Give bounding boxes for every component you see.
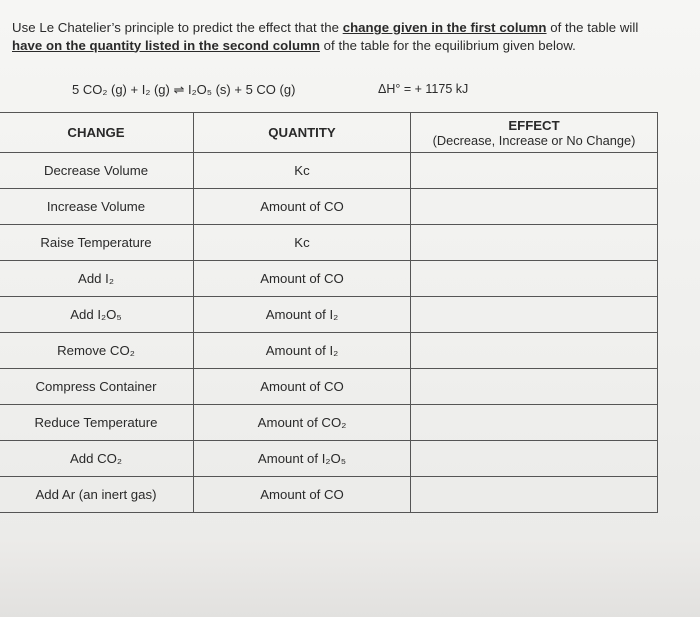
change-cell: Add I₂ [0,261,194,297]
header-effect-title: EFFECT [508,117,560,133]
quantity-cell: Amount of CO [194,369,411,405]
effect-answer-cell[interactable] [411,189,658,225]
effect-answer-cell[interactable] [411,333,658,369]
change-cell: Increase Volume [0,189,194,225]
instructions-part1: Use Le Chatelier’s principle to predict the effect that the [12,20,343,35]
enthalpy-value: ΔH° = + 1175 kJ [378,82,469,96]
change-cell: Reduce Temperature [0,405,194,441]
header-effect [411,113,658,153]
change-cell: Decrease Volume [0,153,194,189]
instructions-part3: of the table for the equilibrium given below. [319,37,576,53]
quantity-cell: Amount of CO₂ [194,405,411,441]
change-cell: Compress Container [0,369,194,405]
quantity-cell: Amount of I₂O₅ [194,441,411,477]
quantity-cell: Amount of I₂ [194,333,411,369]
header-change: CHANGE [0,113,194,153]
change-cell: Add CO₂ [0,441,194,477]
quantity-cell: Amount of CO [194,477,411,513]
header-quantity: QUANTITY [194,113,411,153]
effect-answer-cell[interactable] [411,405,658,441]
effect-answer-cell[interactable] [411,261,658,297]
change-cell: Raise Temperature [0,225,194,261]
effect-answer-cell[interactable] [411,477,658,513]
table-row [0,297,658,333]
table-row [0,441,658,477]
effect-answer-cell[interactable] [411,153,658,189]
reaction-equation: 5 CO₂ (g) + I₂ (g) ⇌ I₂O₅ (s) + 5 CO (g) [72,82,296,97]
change-cell: Add Ar (an inert gas) [0,477,194,513]
table-row [0,189,658,225]
table-row [0,333,658,369]
quantity-cell: Amount of I₂ [194,297,411,333]
le-chatelier-table [0,112,658,513]
instructions-part2: of the table will [546,20,639,35]
quantity-cell: Kc [194,153,411,189]
effect-answer-cell[interactable] [411,225,658,261]
quantity-cell: Amount of CO [194,189,411,225]
table-header-row [0,113,658,153]
change-cell: Add I₂O₅ [0,297,194,333]
page-bottom-margin [0,540,700,617]
effect-answer-cell[interactable] [411,369,658,405]
table-row [0,369,658,405]
table-row [0,153,658,189]
instructions-underline-change: change given in the first column [342,20,547,35]
table-row [0,225,658,261]
change-cell: Remove CO₂ [0,333,194,369]
header-effect-subtitle: (Decrease, Increase or No Change) [432,132,636,148]
table-row [0,261,658,297]
instructions-text [12,19,672,54]
table-row [0,477,658,513]
instructions-underline-quantity: have on the quantity listed in the second column [12,37,320,53]
table-row [0,405,658,441]
effect-answer-cell[interactable] [411,297,658,333]
effect-answer-cell[interactable] [411,441,658,477]
quantity-cell: Kc [194,225,411,261]
quantity-cell: Amount of CO [194,261,411,297]
